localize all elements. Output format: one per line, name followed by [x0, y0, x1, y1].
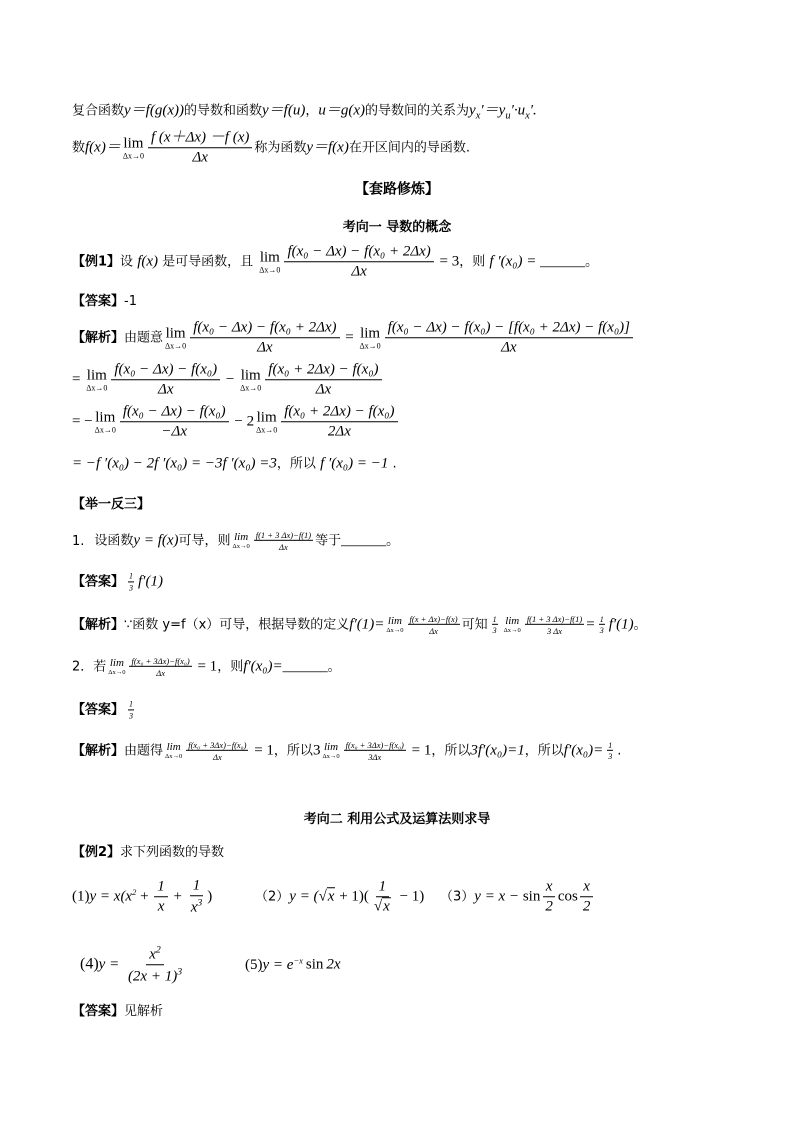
numerator: f(x₀ + 2Δx) − f(x₀) [265, 361, 381, 380]
denominator: Δx [501, 339, 517, 356]
numerator: 1 [492, 614, 497, 624]
sin-function: sin [522, 888, 541, 905]
math-run: y = f(x) [133, 532, 179, 549]
cos-function: cos [557, 888, 578, 905]
answer-label: 【答案】 [72, 293, 125, 309]
lim-subscript: Δx→0 [503, 626, 521, 634]
text-run: 的导数间的关系为 [365, 103, 470, 119]
math-run: + [169, 888, 186, 905]
lim-word: lim [109, 656, 124, 669]
math-run: + 1)( [335, 888, 369, 905]
text-run: 求下列函数的导数 [120, 844, 225, 860]
math-run: y＝f(x) [306, 139, 349, 156]
fraction [605, 740, 615, 761]
lim-subscript: Δx→0 [165, 341, 187, 350]
math-run: y = ( [289, 888, 319, 905]
denominator: 3Δx [368, 752, 382, 762]
lim-subscript: Δx→0 [94, 425, 116, 434]
math-run: y [469, 102, 476, 119]
fraction [344, 740, 406, 762]
math-run: y = x − [474, 888, 523, 905]
superscript: 3 [177, 966, 183, 978]
numerator: 1 [129, 699, 134, 709]
problem-3 [440, 878, 595, 916]
denominator: Δx [315, 381, 332, 398]
denominator [188, 897, 206, 917]
math-run: f ′(x₀) = −1 [320, 455, 389, 472]
derivative-relation [469, 102, 537, 122]
text-run: . [388, 456, 397, 472]
limit [256, 410, 277, 434]
text-run: 在开区间内的导函数. [348, 140, 470, 156]
text-run: 可知 [461, 617, 488, 633]
numerator: 1 [376, 878, 390, 897]
sin-function: sin [305, 956, 324, 973]
denominator [371, 898, 394, 916]
text-run: 设 [120, 254, 138, 270]
numerator: f (x＋Δx) －f (x) [148, 129, 252, 148]
text-run: 的导数和函数 [183, 103, 262, 119]
fraction [125, 944, 185, 986]
problem-index: （2） [255, 889, 290, 905]
limit [95, 410, 116, 434]
problem-4 [80, 944, 187, 986]
solution-q1 [72, 614, 647, 636]
math-run: − 1) [395, 888, 425, 905]
denominator: Δx [279, 542, 288, 552]
math-run: f(x)＝ [85, 139, 121, 156]
fraction [129, 656, 191, 678]
numerator: f(1 + 3 Δx)−f(1) [255, 529, 312, 540]
intro-line-2 [72, 129, 470, 167]
math-run: y＝f(u) [262, 102, 306, 119]
lim-word: lim [86, 367, 107, 383]
math-run: f(x) [137, 253, 159, 270]
subscript: u [505, 110, 511, 122]
problem-index: (1) [72, 888, 90, 905]
lim-subscript: Δx→0 [232, 542, 250, 550]
lim-subscript: Δx→0 [122, 151, 144, 160]
fraction [408, 614, 460, 636]
practice-title: 【举一反三】 [72, 496, 151, 512]
numerator: f(x₀ − Δx) − f(x₀) [111, 361, 220, 380]
math-run: y = e [262, 956, 294, 973]
denominator: 3 [129, 583, 134, 592]
math-run: y = [98, 956, 123, 973]
fraction [597, 614, 607, 635]
numerator: f(x₀ + 3Δx)−f(x₀) [345, 739, 404, 750]
answer-blank: ______ [540, 253, 586, 270]
problem-5 [245, 955, 341, 974]
text-run: ，所以 [431, 743, 471, 759]
problem-2 [255, 878, 424, 916]
text-run: ，则 [217, 659, 244, 675]
text-run: ，所以 [273, 743, 313, 759]
lim-subscript: Δx→0 [86, 383, 108, 392]
lim-word: lim [360, 325, 381, 341]
lim-word: lim [165, 325, 186, 341]
text-run: 。 [633, 617, 647, 633]
math-run: ′. [529, 102, 537, 119]
question-number: 2． [72, 659, 94, 675]
denominator: Δx [429, 626, 438, 636]
answer-2 [72, 1004, 163, 1020]
superscript: 2 [155, 944, 161, 956]
numerator: 1 [154, 878, 168, 897]
example-1 [72, 243, 598, 281]
fraction [190, 319, 339, 357]
lim-subscript: Δx→0 [240, 383, 262, 392]
denominator: x [157, 898, 165, 915]
denominator: 2 [545, 898, 553, 915]
denominator: 2Δx [327, 423, 351, 440]
denominator: Δx [351, 263, 367, 280]
numerator: f(1 + 3 Δx)−f(1) [526, 613, 583, 624]
intro-line-1 [72, 101, 537, 122]
math-run: y＝f(g(x)) [124, 102, 184, 119]
lim-word: lim [234, 530, 249, 543]
solution-1-line-1 [72, 319, 635, 357]
fraction [126, 699, 136, 720]
limit [322, 742, 339, 761]
text-run: ，所以 [276, 456, 321, 472]
answer-label: 【答案】 [72, 1003, 125, 1019]
lim-subscript: Δx→0 [256, 425, 278, 434]
math-run: 3f′(x₀)=1 [470, 742, 525, 759]
math-run: y = x(x [89, 888, 133, 905]
denominator: Δx [156, 668, 165, 678]
lim-word: lim [256, 409, 277, 425]
text-run: ， [305, 103, 319, 119]
text-run: . [617, 743, 622, 759]
text-run: 等于 [315, 533, 342, 549]
denominator: Δx [158, 381, 174, 398]
denominator: Δx [192, 149, 208, 166]
radicand: x [383, 898, 390, 915]
denominator [125, 966, 185, 986]
fraction [490, 614, 500, 635]
math-run: f′(x₀)= [563, 742, 604, 759]
answer-q2 [72, 699, 138, 720]
fraction [154, 878, 168, 916]
subscript: x [475, 110, 481, 122]
topic-1-title: 考向一 导数的概念 [342, 219, 452, 235]
math-run: f ′(x₀) = [489, 253, 541, 270]
solution-label: 【解析】 [72, 617, 125, 633]
numerator: f(x₀ − Δx) − f(x₀ + 2Δx) [190, 319, 339, 338]
text-run: 。 [327, 659, 341, 675]
text-run: 。 [585, 254, 599, 270]
lim-subscript: Δx→0 [259, 265, 281, 274]
problem-1 [72, 877, 212, 917]
fraction [371, 878, 394, 916]
subscript: x [525, 110, 530, 122]
numerator: 1 [599, 614, 604, 624]
lim-word: lim [95, 409, 116, 425]
math-run: = −f ′(x₀) − 2f ′(x₀) = −3f ′(x₀) =3 [72, 455, 277, 472]
limit [86, 368, 107, 392]
fraction [385, 319, 633, 357]
math-run: − 2 [230, 413, 255, 430]
text-run: 是可导函数，且 [158, 254, 258, 270]
math-run: u＝g(x) [318, 102, 365, 119]
math-run: = 1 [250, 742, 274, 759]
numerator: f(x + Δx)−f(x) [409, 613, 458, 624]
lim-word: lim [240, 367, 261, 383]
text-run: 数 [72, 140, 86, 156]
question-number: 1. [72, 533, 85, 549]
lim-word: lim [166, 740, 181, 753]
denominator: 3 [608, 752, 613, 761]
sqrt-sign: √ [318, 888, 327, 905]
math-run: = − [72, 413, 93, 430]
problem-index: (4) [80, 955, 99, 973]
example-label: 【例1】 [72, 254, 121, 270]
section-title: 【套路修炼】 [355, 181, 439, 198]
numerator: x [580, 878, 593, 897]
answer-blank: ______ [341, 532, 387, 549]
math-run: − [222, 371, 239, 388]
lim-word: lim [123, 135, 144, 151]
limit [360, 326, 381, 350]
text-run: 可导，则 [178, 533, 231, 549]
numerator: f(x₀ + 3Δx)−f(x₀) [188, 739, 247, 750]
limit [123, 136, 144, 160]
numerator: f(x₀ − Δx) − f(x₀ + 2Δx) [284, 243, 433, 262]
text-run: ，所以 [524, 743, 564, 759]
answer-q1 [72, 571, 163, 592]
lim-subscript: Δx→0 [359, 341, 381, 350]
lim-subscript: Δx→0 [386, 626, 404, 634]
solution-label: 【解析】 [72, 743, 125, 759]
fraction [126, 571, 136, 592]
lim-subscript: Δx→0 [165, 752, 183, 760]
numerator: 1 [129, 571, 134, 581]
solution-1-line-4 [72, 455, 397, 474]
answer-value: -1 [124, 293, 137, 309]
answer-1 [72, 294, 137, 310]
limit [165, 742, 182, 761]
question-2 [72, 656, 341, 678]
lim-word: lim [387, 614, 402, 627]
math-run: = [586, 616, 595, 633]
limit [504, 616, 521, 635]
solution-1-line-3 [72, 403, 400, 441]
math-run: = 1 [407, 742, 432, 759]
fraction [188, 877, 206, 917]
fraction [120, 403, 229, 441]
text-run: ∵函数 y=f（x）可导，根据导数的定义 [124, 617, 350, 633]
text-run: 设函数 [94, 533, 134, 549]
numerator: 1 [608, 740, 613, 750]
limit [240, 368, 261, 392]
numerator: f(x₀ − Δx) − f(x₀) − [f(x₀ + 2Δx) − f(x₀)] [385, 319, 633, 338]
lim-word: lim [259, 249, 280, 265]
example-label: 【例2】 [72, 844, 121, 860]
lim-subscript: Δx→0 [322, 752, 340, 760]
fraction [542, 878, 556, 916]
math-run: = [72, 371, 85, 388]
answer-label: 【答案】 [72, 574, 125, 590]
denominator: −Δx [161, 423, 188, 440]
denominator: Δx [257, 339, 273, 356]
fraction [525, 614, 584, 636]
numerator: f(x₀ + 2Δx) − f(x₀) [281, 403, 397, 422]
denominator: 2 [582, 898, 591, 915]
sqrt-sign: √ [373, 898, 383, 915]
math-run: = [341, 329, 358, 346]
superscript: 3 [197, 897, 203, 909]
math-run: f′(1) [138, 573, 163, 590]
denominator-base: x [190, 899, 198, 916]
problem-index: （3） [440, 889, 475, 905]
math-run: ) [207, 888, 213, 905]
answer-blank: ______ [282, 658, 328, 675]
example-2 [72, 845, 224, 861]
fraction [148, 129, 252, 167]
limit [259, 250, 280, 274]
fraction [265, 361, 381, 399]
denominator: 3 [492, 626, 497, 635]
fraction [111, 361, 220, 399]
math-run: f′(1)= [349, 616, 385, 633]
superscript: 2 [132, 887, 137, 898]
denominator: 3 Δx [547, 626, 562, 636]
math-run: 2x [326, 956, 341, 973]
text-run: 由题得 [124, 743, 164, 759]
denominator: 3 [599, 626, 604, 635]
numerator: f(x₀ + 3Δx)−f(x₀) [131, 655, 190, 666]
math-run: f′(x₀)= [243, 658, 283, 675]
superscript: −x [293, 955, 303, 966]
math-run: ′·u [510, 102, 526, 119]
denominator-base: (2x + 1) [127, 968, 178, 985]
answer-label: 【答案】 [72, 702, 125, 718]
fraction [580, 878, 594, 916]
math-run: f′(1) [608, 616, 634, 633]
numerator [146, 944, 164, 965]
text-run: 称为函数 [254, 140, 307, 156]
answer-value: 见解析 [124, 1003, 164, 1019]
math-run: = 3 [435, 253, 460, 270]
math-run: ′＝y [480, 102, 506, 119]
fraction [186, 740, 248, 762]
solution-label: 【解析】 [72, 330, 125, 346]
limit [386, 616, 403, 635]
numerator: x [543, 878, 556, 897]
fraction [281, 403, 397, 441]
limit [108, 658, 125, 677]
text-run: 复合函数 [72, 103, 125, 119]
denominator: Δx [212, 752, 222, 762]
question-1 [72, 530, 399, 552]
lim-subscript: Δx→0 [108, 668, 126, 676]
math-run: 3 [312, 742, 321, 759]
math-run: + [136, 888, 153, 905]
lim-word: lim [324, 740, 339, 753]
numerator: 1 [190, 877, 204, 896]
solution-1-line-2 [72, 361, 384, 399]
text-run: 。 [386, 533, 400, 549]
numerator-base: x [149, 946, 156, 963]
solution-q2 [72, 740, 621, 762]
lim-word: lim [505, 614, 520, 627]
text-run: 由题意 [124, 330, 164, 346]
text-run: ，则 [459, 254, 490, 270]
denominator: 3 [129, 711, 134, 720]
topic-2-title: 考向二 利用公式及运算法则求导 [303, 811, 491, 827]
problem-index: (5) [245, 956, 263, 973]
text-run: 若 [93, 659, 107, 675]
numerator: f(x₀ − Δx) − f(x₀) [120, 403, 229, 422]
fraction [284, 243, 433, 281]
radicand: x [327, 888, 335, 905]
limit [165, 326, 186, 350]
fraction [254, 530, 313, 552]
limit [233, 532, 250, 551]
math-run: = 1 [193, 658, 218, 675]
